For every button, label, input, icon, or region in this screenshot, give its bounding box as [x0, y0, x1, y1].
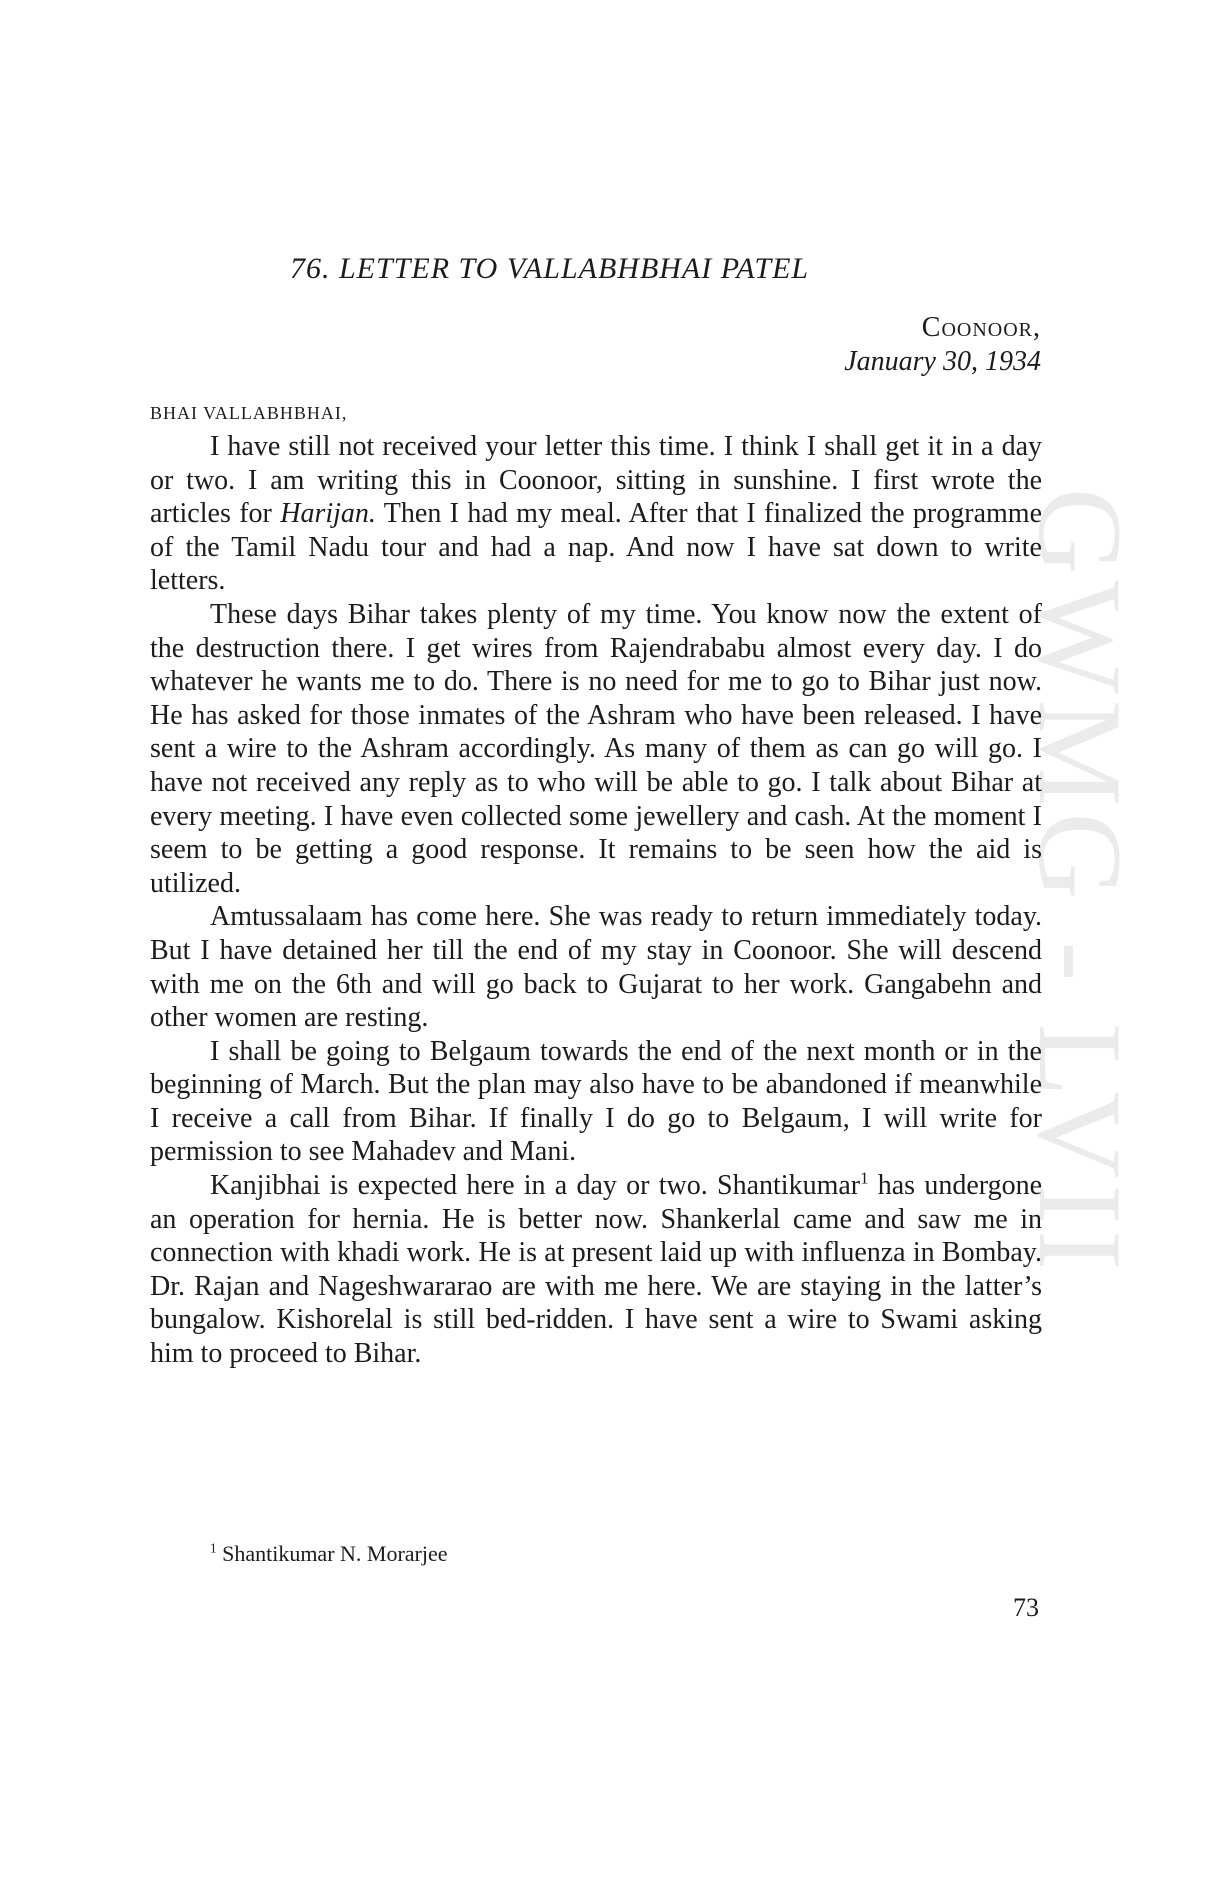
paragraph: I shall be going to Belgaum towards the end of the next month or in the beginning of March. But the plan may also have to be abandoned if meanwhile I receive a call from Bihar. If finally I do go to Belgaum, I will write for permission to see Mahadev and Mani.: [150, 1035, 1042, 1168]
paragraph-text: I have still not received your letter this time. I think I shall get it in a day or two. I am writing this in Coonoor, sitting in sunshine. I first wrote the articles for: [150, 431, 1042, 530]
publication-title: Harijan.: [280, 498, 376, 530]
footnote-marker: 1: [210, 1540, 217, 1556]
watermark: GWMG - LVII: [1014, 488, 1147, 1277]
paragraph-text: has undergone an operation for hernia. He is better now. Shankerlal came and saw me in connection with khadi work. He is at present laid up with influenza in Bombay. Dr. Rajan and Nageshwararao are with me here. We are staying in the latter’s bungalow. Kishorelal is still bed-ridden. I have sent a wire to Swami asking him to proceed to Bihar.: [150, 1170, 1043, 1370]
letter-title: 76. LETTER TO VALLABHBHAI PATEL: [290, 252, 810, 285]
paragraph-text: Then I had my meal. After that I finalized the programme of the Tamil Nadu tour and had a nap. And now I have sat down to write letters.: [150, 498, 1042, 597]
paragraph-text: Kanjibhai is expected here in a day or two. Shantikumar: [210, 1170, 861, 1202]
page-number: 73: [1013, 1593, 1039, 1622]
footnote-text: Shantikumar N. Morarjee: [216, 1541, 448, 1566]
footnote: [210, 1541, 448, 1567]
paragraph: These days Bihar takes plenty of my time. You know now the extent of the destruction there. I get wires from Rajendrababu almost every day. I do whatever he wants me to do. There is no need for me to go to Bihar just now. He has asked for those inmates of the Ashram who have been released. I have sent a wire to the Ashram accordingly. As many of them as can go will go. I have not received any reply as to who will be able to go. I talk about Bihar at every meeting. I have even collected some jewellery and cash. At the moment I seem to be getting a good response. It remains to be seen how the aid is utilized.: [150, 598, 1042, 899]
paragraph: [150, 430, 1042, 598]
paragraph: Amtussalaam has come here. She was ready to return immediately today. But I have detained her till the end of my stay in Coonoor. She will descend with me on the 6th and will go back to Gujarat to her work. Gangabehn and other women are resting.: [150, 901, 1042, 1034]
footnote-reference: 1: [860, 1168, 869, 1188]
letter-place: Coonoor,: [921, 312, 1041, 343]
letter-date: January 30, 1934: [844, 346, 1041, 377]
paragraph: [150, 1169, 1042, 1371]
letter-body: [150, 430, 1042, 1371]
salutation: BHAI VALLABHBHAI,: [150, 403, 348, 423]
